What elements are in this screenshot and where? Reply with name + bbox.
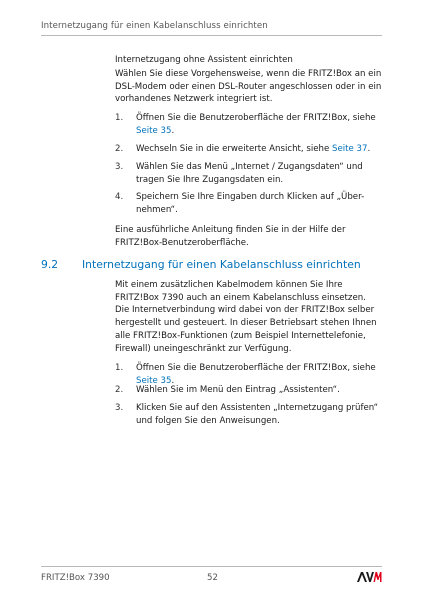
body-line: FRITZ!Box 7390 auch an einem Kabelanschluss einsetzen. [115, 292, 366, 303]
step-number: 3. [115, 162, 124, 172]
step-punct: . [367, 144, 371, 154]
avm-logo [356, 571, 382, 583]
body-line: Mit einem zusätzlichen Kabelmodem können Sie Ihre [115, 280, 343, 290]
step-line: Speichern Sie Ihre Eingaben durch Klicken auf „Über- [136, 192, 365, 202]
body-line: Die Internetverbindung wird dabei von der FRITZ!Box selber [115, 305, 375, 316]
page-number: 52 [207, 573, 218, 583]
body-line: Firewall) uneingeschränkt zur Verfügung. [115, 343, 292, 354]
step-punct: . [171, 125, 175, 136]
step-text [136, 384, 386, 397]
step-text [136, 191, 386, 216]
step-number: 2. [115, 144, 124, 154]
step-text [136, 161, 386, 186]
step-number: 1. [115, 363, 124, 373]
note-line: Eine ausführliche Anleitung finden Sie in der Hilfe der [115, 225, 346, 235]
step-number: 4. [115, 192, 124, 202]
step-line: nehmen“. [136, 204, 178, 215]
step-punct: . [171, 375, 175, 386]
section-body-paragraph [115, 279, 387, 355]
footer-product: FRITZ!Box 7390 [41, 573, 110, 583]
body-line: alle FRITZ!Box-Funktionen (zum Beispiel Internettelefonie, [115, 330, 366, 341]
step-text [136, 402, 386, 427]
footer-rule [41, 566, 382, 567]
step-line: Wählen Sie das Menü „Internet / Zugangsdaten“ und [136, 162, 363, 172]
step-line: Öffnen Sie die Benutzeroberfläche der FRITZ!Box, siehe [136, 363, 376, 373]
intro-line: DSL-Modem oder einen DSL-Router angeschlossen oder in ein [115, 81, 382, 92]
step-number: 3. [115, 403, 124, 413]
running-head: Internetzugang für einen Kabelanschluss einrichten [41, 21, 268, 31]
step-line: Wählen Sie im Menü den Eintrag „Assistenten“. [136, 385, 340, 395]
step-number: 2. [115, 385, 124, 395]
step-line: Wechseln Sie in die erweiterte Ansicht, siehe [136, 144, 332, 154]
intro-line: Wählen Sie diese Vorgehensweise, wenn die FRITZ!Box an ein [115, 69, 382, 79]
note-paragraph [115, 224, 387, 249]
section-title: Internetzugang für einen Kabelanschluss einrichten [82, 258, 361, 271]
page-link[interactable]: Seite 35 [136, 125, 172, 136]
intro-line: vorhandenes Netzwerk integriert ist. [115, 94, 273, 105]
step-line: Öffnen Sie die Benutzeroberfläche der FRITZ!Box, siehe [136, 113, 376, 123]
body-line: hergestellt und gesteuert. In dieser Betriebsart stehen Ihnen [115, 318, 377, 329]
page-link[interactable]: Seite 35 [136, 375, 172, 386]
step-line: tragen Sie Ihre Zugangsdaten ein. [136, 174, 284, 185]
page-link[interactable]: Seite 37 [332, 144, 368, 154]
step-text [136, 112, 386, 137]
step-text [136, 143, 386, 156]
step-number: 1. [115, 113, 124, 123]
intro-paragraph [115, 68, 387, 106]
subsection-heading: Internetzugang ohne Assistent einrichten [115, 55, 293, 65]
note-line: FRITZ!Box-Benutzeroberfläche. [115, 237, 249, 248]
step-line: und folgen Sie den Anweisungen. [136, 415, 280, 426]
section-number: 9.2 [41, 258, 59, 271]
step-line: Klicken Sie auf den Assistenten „Internetzugang prüfen“ [136, 403, 379, 413]
step-line-with-link [136, 125, 386, 138]
header-rule [41, 35, 382, 36]
